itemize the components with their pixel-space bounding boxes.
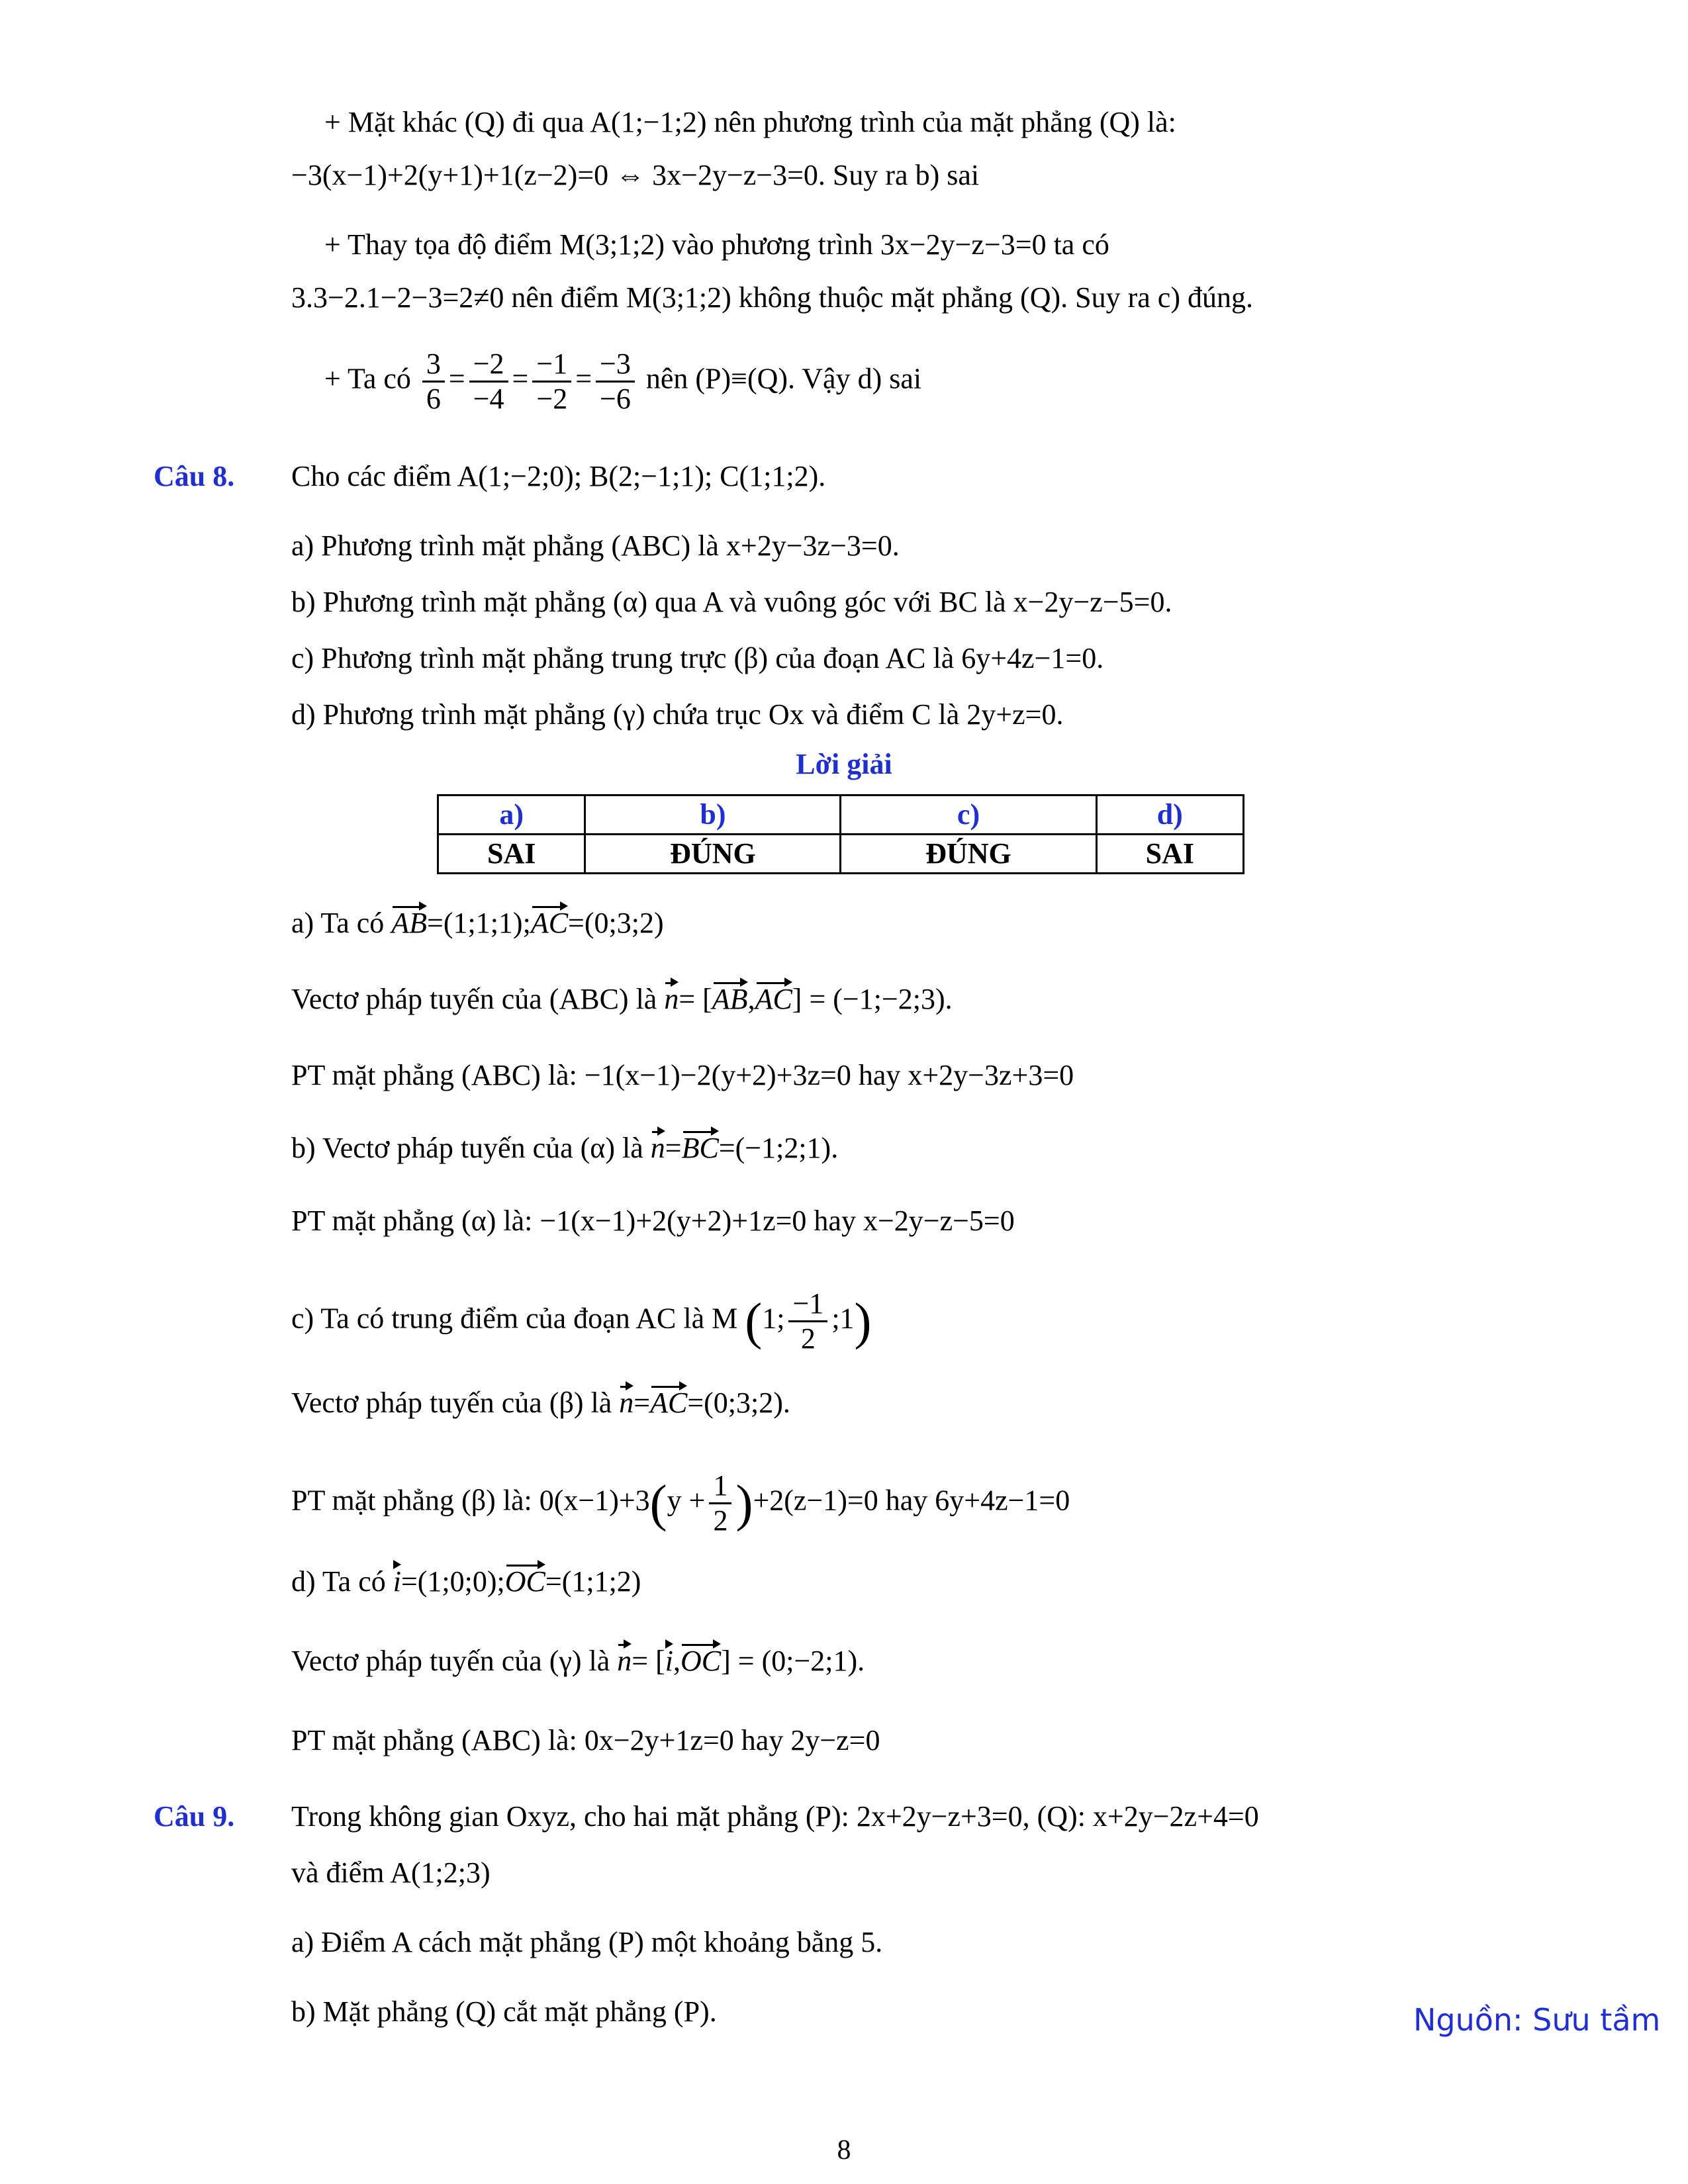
fraction: $\frac{3}{6}$ — [422, 347, 445, 416]
source-footer: Nguồn: Sưu tầm — [1413, 2002, 1661, 2038]
solution-line: PT mặt phẳng (ABC) là: 0x−2y+1z=0 hay 2y−z=0 — [291, 1724, 880, 1756]
statement-a: a) Điểm A cách mặt phẳng (P) một khoảng bằng 5. — [291, 1926, 883, 1958]
vector-ab: AB — [391, 903, 427, 943]
solution-line: PT mặt phẳng (ABC) là: −1(x−1)−2(y+2)+3z=0 hay x+2y−3z+3=0 — [291, 1059, 1074, 1091]
table-cell: ĐÚNG — [841, 835, 1096, 874]
fraction: $\frac{-3}{-6}$ — [596, 347, 635, 416]
solution-line: a) Ta có AB=(1;1;1);AC=(0;3;2) — [291, 903, 664, 943]
table-cell: ĐÚNG — [585, 835, 841, 874]
vector-oc: OC — [680, 1641, 721, 1681]
solution-line: Vectơ pháp tuyến của (ABC) là n= [AB,AC] = (−1;−2;3). — [291, 979, 953, 1019]
vector-n: n — [619, 1383, 633, 1423]
statement-b: b) Mặt phẳng (Q) cắt mặt phẳng (P). — [291, 1995, 717, 2028]
vector-n: n — [617, 1641, 632, 1681]
question-stem: Cho các điểm A(1;−2;0); B(2;−1;1); C(1;1;2). — [291, 460, 826, 492]
table-cell: SAI — [1096, 835, 1243, 874]
vector-ac: AC — [531, 903, 568, 943]
text-line: + Mặt khác (Q) đi qua A(1;−1;2) nên phương trình của mặt phẳng (Q) là: — [324, 106, 1176, 138]
text: nên (P)≡(Q). Vậy d) sai — [645, 362, 922, 395]
answer-table — [437, 794, 1244, 874]
solution-line: PT mặt phẳng (α) là: −1(x−1)+2(y+2)+1z=0 hay x−2y−z−5=0 — [291, 1205, 1015, 1237]
solution-line: c) Ta có trung điểm của đoạn AC là M (1; $\frac{-1}{2}$ ;1) — [291, 1287, 872, 1355]
text-line: 3.3−2.1−2−3=2≠0 nên điểm M(3;1;2) không thuộc mặt phẳng (Q). Suy ra c) đúng. — [291, 281, 1253, 314]
solution-line: b) Vectơ pháp tuyến của (α) là n=BC=(−1;2;1). — [291, 1128, 838, 1168]
table-header: d) — [1096, 796, 1243, 835]
statement-d: d) Phương trình mặt phẳng (γ) chứa trục Ox và điểm C là 2y+z=0. — [291, 698, 1064, 731]
solution-line: Vectơ pháp tuyến của (γ) là n= [i,OC] = (0;−2;1). — [291, 1641, 865, 1681]
vector-oc: OC — [505, 1562, 545, 1602]
question-stem: và điểm A(1;2;3) — [291, 1856, 491, 1889]
question-label: Câu 9. — [154, 1800, 235, 1833]
vector-n: n — [664, 979, 679, 1019]
page-number: 8 — [837, 2135, 851, 2165]
statement-c: c) Phương trình mặt phẳng trung trực (β) của đoạn AC là 6y+4z−1=0. — [291, 642, 1104, 674]
vector-ac: AC — [650, 1383, 687, 1423]
solution-title: Lời giải — [796, 748, 892, 780]
vector-ac: AC — [755, 979, 792, 1019]
statement-a: a) Phương trình mặt phẳng (ABC) là x+2y−3z−3=0. — [291, 529, 900, 562]
ratio-line: + Ta có $\frac{3}{6}$ = $\frac{-2}{-4}$ = $\frac{-1}{-2}$ = $\frac{-3}{-6}$ nên (P)≡(Q). Vậy d) sai — [324, 347, 922, 415]
table-header: c) — [841, 796, 1096, 835]
fraction: $\frac{-1}{-2}$ — [532, 347, 571, 416]
table-header: a) — [438, 796, 585, 835]
solution-line: PT mặt phẳng (β) là: 0(x−1)+3(y + $\frac{1}{2}$ )+2(z−1)=0 hay 6y+4z−1=0 — [291, 1469, 1070, 1537]
solution-line: Vectơ pháp tuyến của (β) là n=AC=(0;3;2). — [291, 1383, 790, 1423]
question-stem: Trong không gian Oxyz, cho hai mặt phẳng (P): 2x+2y−z+3=0, (Q): x+2y−2z+4=0 — [291, 1800, 1259, 1833]
vector-n: n — [651, 1128, 665, 1168]
text-line: −3(x−1)+2(y+1)+1(z−2)=0 ⇔ 3x−2y−z−3=0. Suy ra b) sai — [291, 159, 980, 191]
text: + Ta có — [324, 362, 411, 395]
fraction: $\frac{-2}{-4}$ — [469, 347, 508, 416]
fraction: $\frac{1}{2}$ — [709, 1469, 731, 1537]
solution-line: d) Ta có i=(1;0;0);OC=(1;1;2) — [291, 1562, 641, 1602]
fraction: $\frac{-1}{2}$ — [788, 1287, 827, 1355]
question-label: Câu 8. — [154, 460, 235, 492]
table-header: b) — [585, 796, 841, 835]
statement-b: b) Phương trình mặt phẳng (α) qua A và vuông góc với BC là x−2y−z−5=0. — [291, 586, 1172, 618]
text-line: + Thay tọa độ điểm M(3;1;2) vào phương trình 3x−2y−z−3=0 ta có — [324, 228, 1109, 261]
table-cell: SAI — [438, 835, 585, 874]
vector-bc: BC — [682, 1128, 719, 1168]
vector-ab: AB — [712, 979, 748, 1019]
vector-i: i — [393, 1562, 401, 1602]
vector-i: i — [665, 1641, 673, 1681]
